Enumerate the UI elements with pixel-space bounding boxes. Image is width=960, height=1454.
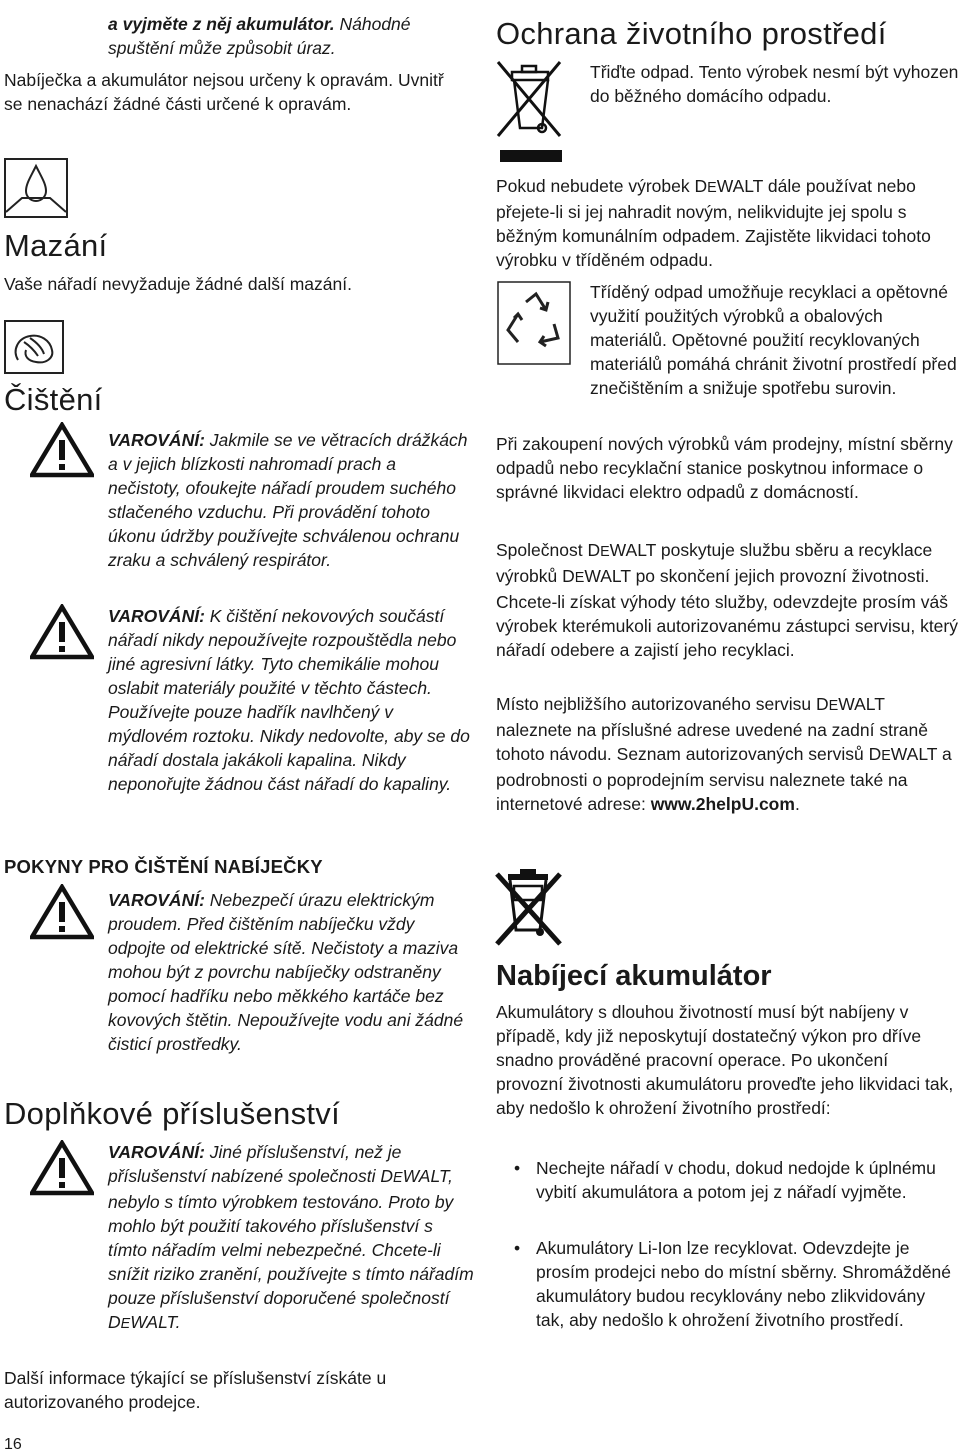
disposal-paragraph	[496, 174, 958, 272]
text: .	[794, 794, 800, 814]
small-caps: E	[881, 748, 891, 764]
charger-cleaning-heading: POKYNY PRO ČIŠTĚNÍ NABÍJEČKY	[4, 856, 323, 877]
oil-drop-icon	[4, 158, 68, 218]
intro-rest: Náhodné spuštění může způsobit úraz.	[108, 14, 411, 58]
text: WALT po skončení jejich provozní životnosti. Chcete-li získat výhody této služby, odevzdejte prosím váš výrobek kterémukoli autorizovanému zástupci servisu, který nářadí odebere a zajistí jeho recyklaci.	[496, 566, 958, 660]
battery-text: Akumulátory s dlouhou životností musí být nabíjeny v případě, kdy již neposkytují dostatečný výkon pro dříve snadno prováděné pracovní operace. Po ukončení provozní životnosti akumulátoru proveďte jeho likvidaci tak, aby nedošlo k ohrožení životního prostředí:	[496, 1002, 954, 1118]
text: Společnost D	[496, 540, 601, 560]
text: WALT dále používat nebo přejete-li si jej nahradit novým, nelikvidujte jej spolu s běžným komunálním odpadem. Zajistěte likvidaci tohoto výrobku v tříděném odpadu.	[496, 176, 931, 270]
warning-label: VAROVÁNÍ:	[108, 430, 205, 450]
warning-label: VAROVÁNÍ:	[108, 890, 205, 910]
warning-triangle-icon	[30, 1140, 94, 1196]
warning-text: Jiné příslušenství, než je příslušenství nabízené společnosti D	[108, 1142, 402, 1186]
bullet-item-li-ion: Akumulátory Li-Ion lze recyklovat. Odevzdejte je prosím prodejci nebo do místní sběrny. Shromážděné akumulátory budou recyklovány nebo zlikvidovány tak, aby nedošlo k ohrožení životního prostředí.	[536, 1238, 952, 1330]
bullet-glyph: •	[514, 1238, 521, 1258]
bullet-item-discharge: Nechejte nářadí v chodu, dokud nedojde k úplnému vybití akumulátora a potom jej z nářadí vyjměte.	[536, 1158, 936, 1202]
text: Pokud nebudete výrobek D	[496, 176, 708, 196]
accessories-info: Další informace týkající se příslušenství získáte u autorizovaného prodejce.	[4, 1368, 387, 1412]
intro-warning-continuation	[108, 12, 478, 60]
service-location-paragraph	[496, 692, 958, 816]
warning-triangle-icon	[30, 884, 94, 940]
retailer-info-paragraph: Při zakoupení nových výrobků vám prodejny, místní sběrny odpadů nebo recyklační stanice poskytnou informace o správné likvidaci elektro odpadů z domácností.	[496, 434, 953, 502]
warning-electric-shock	[108, 888, 474, 1056]
warning-solvents	[108, 604, 474, 796]
sort-waste-text: Třiďte odpad. Tento výrobek nesmí být vyhozen do běžného domácího odpadu.	[590, 62, 959, 106]
warning-label: VAROVÁNÍ:	[108, 1142, 205, 1162]
warning-triangle-icon	[30, 422, 94, 478]
lubrication-heading: Mazání	[4, 228, 108, 263]
warning-text: WALT.	[130, 1312, 181, 1332]
warning-text: Nebezpečí úrazu elektrickým proudem. Před čištěním nabíječku vždy odpojte od elektrické sítě. Nečistoty a maziva mohou být z povrchu nabíječky odstraněny pomocí hadříku nebo měkkého kartáče bez kovových štětin. Nepoužívejte vodu ani žádné čisticí prostředky.	[108, 890, 464, 1054]
page-number: 16	[4, 1436, 22, 1453]
recycle-text: Tříděný odpad umožňuje recyklaci a opětovné využití použitých výrobků a obalových materiálů. Opětovné použití recyklovaných materiálů pomáhá chránit životní prostředí před znečištěním a snižuje spotřebu surovin.	[590, 282, 957, 398]
crossed-bin-icon	[496, 58, 566, 168]
warning-text: Jakmile se ve větracích drážkách a v jejich blízkosti nahromadí prach a nečistoty, ofoukejte nářadí proudem suchého stlačeného vzduchu. Při provádění tohoto úkonu údržby používejte schválenou ochranu zraku a schválený respirátor.	[108, 430, 468, 570]
bullet-glyph: •	[514, 1158, 521, 1178]
warning-label: VAROVÁNÍ:	[108, 606, 205, 626]
warning-text: K čištění nekovových součástí nářadí nikdy nepoužívejte rozpouštědla nebo jiné agresivní látky. Tyto chemikálie mohou oslabit materiály použité v těchto částech. Používejte pouze hadřík navlhčený v mýdlovém roztoku. Nikdy nedovolte, aby se do nářadí dostala jakákoli kapalina. Nikdy neponořujte žádnou část nářadí do kapaliny.	[108, 606, 470, 794]
small-caps: E	[707, 180, 717, 196]
small-caps: E	[574, 570, 585, 586]
small-caps: E	[120, 1316, 131, 1332]
environment-heading: Ochrana životního prostředí	[496, 16, 887, 51]
warning-text: WALT, nebylo s tímto výrobkem testováno. Proto by mohlo být použití takového příslušenství s tímto nářadím velmi nebezpečné. Chcete-li snížit riziko zranění, používejte s tímto nářadím pouze příslušenství doporučené společností D	[108, 1166, 474, 1332]
cleaning-icon	[4, 320, 64, 374]
recycle-icon	[496, 280, 572, 368]
text: WALT naleznete na příslušné adrese uvedené na zadní straně tohoto návodu. Seznam autorizovaných servisů D	[496, 694, 928, 764]
text: WALT poskytuje službu sběru a recyklace výrobků D	[496, 540, 933, 586]
crossed-battery-bin-icon	[494, 866, 564, 952]
cleaning-heading: Čištění	[4, 382, 103, 417]
small-caps: E	[828, 698, 839, 714]
charger-repair-note: Nabíječka a akumulátor nejsou určeny k opravám. Uvnitř se nenachází žádné části určené k opravám.	[4, 70, 444, 114]
warning-ventilation	[108, 428, 470, 572]
lubrication-text: Vaše nářadí nevyžaduje žádné další mazání.	[4, 274, 352, 294]
text: WALT a podrobnosti o poprodejním servisu naleznete také na internetové adrese:	[496, 744, 952, 814]
intro-bold: a vyjměte z něj akumulátor.	[108, 14, 335, 34]
battery-heading: Nabíjecí akumulátor	[496, 960, 772, 992]
warning-triangle-icon	[30, 604, 94, 660]
small-caps: E	[600, 544, 610, 560]
warning-accessories	[108, 1140, 474, 1336]
website-link[interactable]: www.2helpU.com	[650, 794, 795, 814]
small-caps: E	[393, 1170, 403, 1186]
text: Místo nejbližšího autorizovaného servisu D	[496, 694, 829, 714]
dewalt-service-paragraph	[496, 538, 958, 662]
accessories-heading: Doplňkové příslušenství	[4, 1096, 341, 1131]
